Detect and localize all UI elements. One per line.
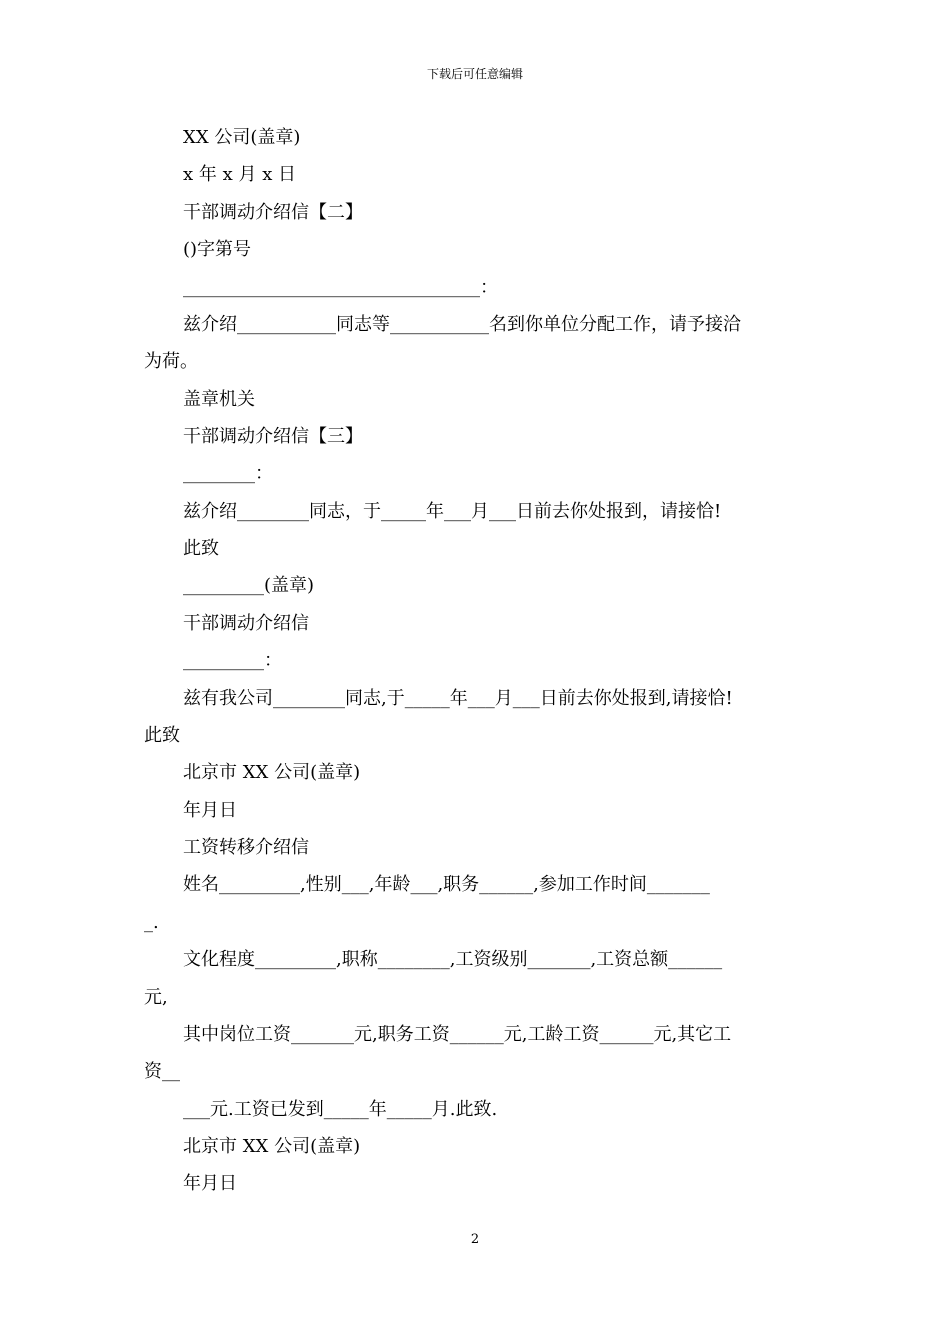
- recipient-blank: ________：: [183, 463, 273, 484]
- date-line: 年月日: [183, 800, 237, 821]
- page-number: 2: [470, 1232, 480, 1247]
- reference-number: ()字第号: [183, 239, 252, 260]
- personal-info-line: 姓名_________,性别___,年龄___,职务______,参加工作时间_______: [183, 874, 710, 895]
- section-title: 干部调动介绍信: [183, 613, 309, 634]
- recipient-blank: _________：: [183, 650, 282, 671]
- section-title-2: 干部调动介绍信【二】: [183, 202, 363, 223]
- date-line: 年月日: [183, 1173, 237, 1194]
- company-seal-line: 北京市 XX 公司(盖章): [183, 762, 361, 783]
- personal-info-line-cont: _.: [144, 912, 159, 933]
- introduction-text-cont: 为荷。: [144, 351, 198, 372]
- date-line: x 年 x 月 x 日: [183, 164, 297, 185]
- company-seal-line: XX 公司(盖章): [183, 127, 301, 148]
- qualification-line: 文化程度_________,职称________,工资级别_______,工资总额______: [183, 949, 723, 970]
- issuing-authority: 盖章机关: [183, 389, 255, 410]
- seal-blank: _________(盖章): [183, 575, 315, 596]
- section-title-salary: 工资转移介绍信: [183, 837, 309, 858]
- introduction-text: 兹介绍___________同志等___________名到你单位分配工作，请予接洽: [183, 314, 741, 335]
- qualification-line-cont: 元,: [144, 987, 168, 1008]
- introduction-text: 兹介绍________同志，于_____年___月___日前去你处报到，请接恰!: [183, 501, 722, 522]
- salary-paid-line: ___元.工资已发到_____年_____月.此致.: [183, 1099, 498, 1120]
- company-seal-line: 北京市 XX 公司(盖章): [183, 1136, 361, 1157]
- closing-salutation: 此致: [144, 725, 180, 746]
- section-title-3: 干部调动介绍信【三】: [183, 426, 363, 447]
- salary-breakdown-line-cont: 资__: [144, 1061, 180, 1082]
- recipient-blank: _________________________________：: [183, 277, 498, 298]
- salary-breakdown-line: 其中岗位工资_______元,职务工资______元,工龄工资______元,其它工: [183, 1024, 732, 1045]
- introduction-text: 兹有我公司________同志,于_____年___月___日前去你处报到,请接恰!: [183, 688, 733, 709]
- closing-salutation: 此致: [183, 538, 219, 559]
- page-header: 下载后可任意编辑: [426, 67, 523, 81]
